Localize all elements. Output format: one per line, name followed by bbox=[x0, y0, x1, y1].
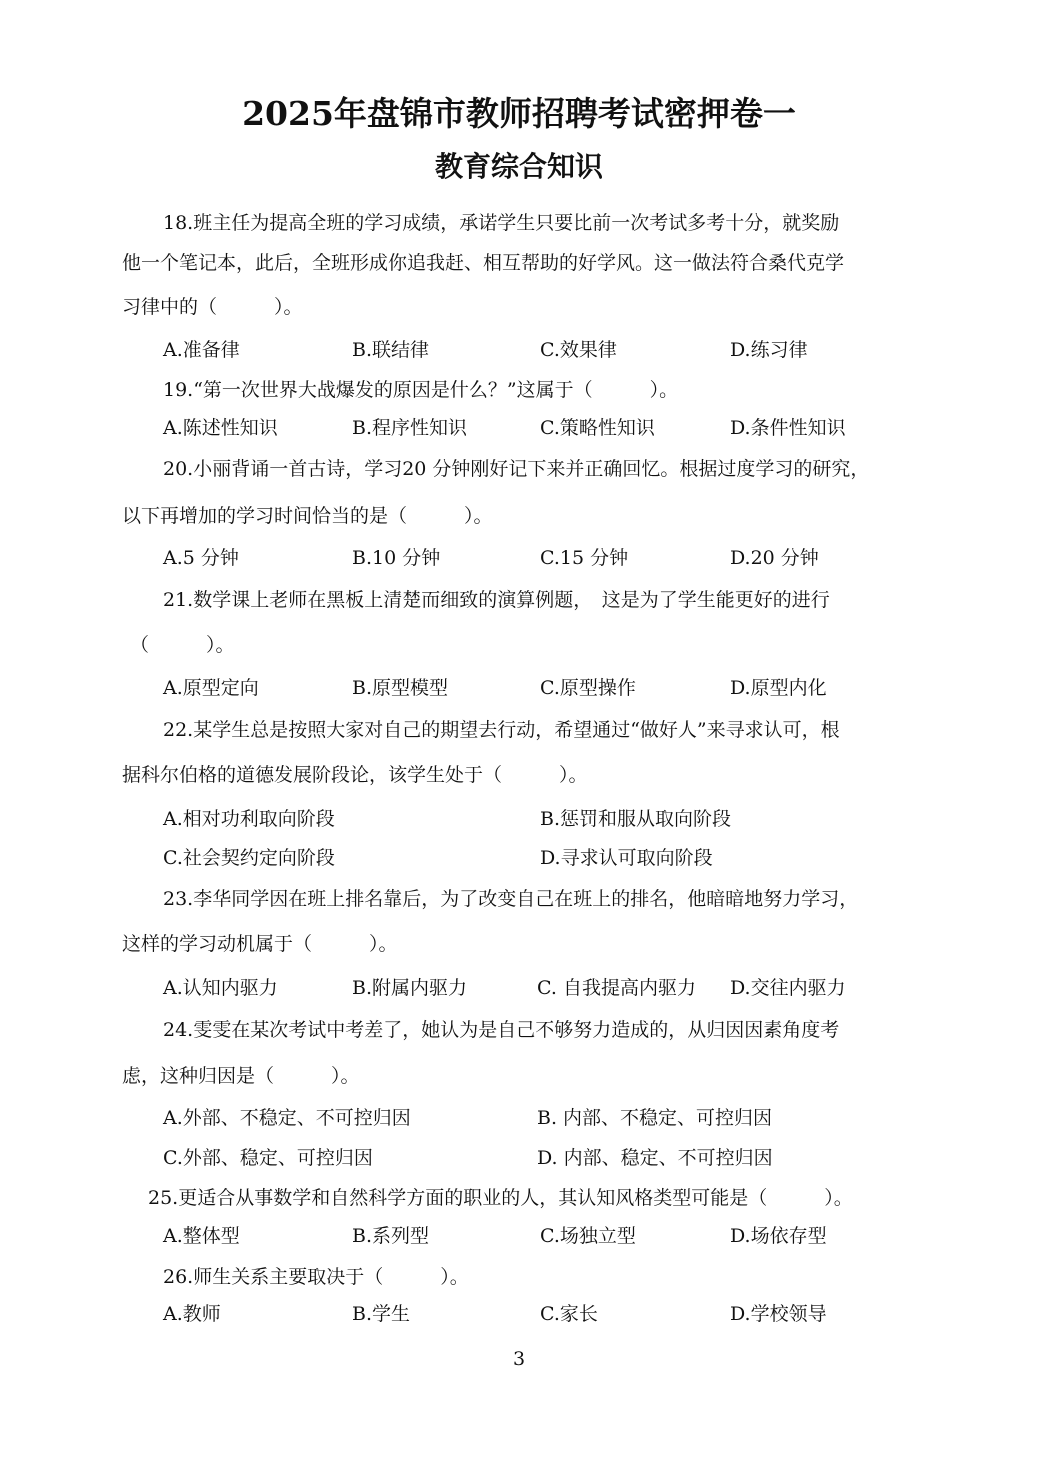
question-23-option-d: D.交往内驱力 bbox=[730, 977, 846, 999]
question-24-option-b: B. 内部、不稳定、可控归因 bbox=[537, 1107, 773, 1129]
question-25-option-d: D.场依存型 bbox=[730, 1225, 827, 1247]
question-18-line-2: 他一个笔记本，此后，全班形成你追我赶、相互帮助的好学风。这一做法符合桑代克学 bbox=[122, 252, 845, 274]
question-19-option-a: A.陈述性知识 bbox=[163, 417, 278, 439]
question-21-option-b: B.原型模型 bbox=[352, 677, 449, 699]
question-20-line-2: 以下再增加的学习时间恰当的是（ ）。 bbox=[122, 505, 493, 527]
question-26-option-a: A.教师 bbox=[163, 1303, 221, 1325]
question-22-option-d: D.寻求认可取向阶段 bbox=[540, 847, 713, 869]
question-18-option-d: D.练习律 bbox=[730, 339, 808, 361]
question-23-line-1: 23.李华同学因在班上排名靠后，为了改变自己在班上的排名，他暗暗地努力学习， bbox=[163, 888, 859, 910]
question-20-option-d: D.20 分钟 bbox=[730, 547, 819, 569]
page-number: 3 bbox=[512, 1348, 526, 1370]
question-24-option-a: A.外部、不稳定、不可控归因 bbox=[163, 1107, 411, 1129]
question-23-option-b: B.附属内驱力 bbox=[352, 977, 468, 999]
question-18-option-a: A.准备律 bbox=[163, 339, 240, 361]
question-24-option-d: D. 内部、稳定、不可控归因 bbox=[537, 1147, 773, 1169]
question-18-option-c: C.效果律 bbox=[540, 339, 617, 361]
question-19-option-c: C.策略性知识 bbox=[540, 417, 655, 439]
question-22-option-a: A.相对功利取向阶段 bbox=[163, 808, 335, 830]
question-25-option-c: C.场独立型 bbox=[540, 1225, 636, 1247]
question-22-option-c: C.社会契约定向阶段 bbox=[163, 847, 335, 869]
question-19-option-d: D.条件性知识 bbox=[730, 417, 846, 439]
question-23-line-2: 这样的学习动机属于（ ）。 bbox=[122, 933, 398, 955]
question-24-line-2: 虑，这种归因是（ ）。 bbox=[122, 1065, 360, 1087]
question-21-line-2: （ ）。 bbox=[130, 634, 235, 656]
question-20-option-b: B.10 分钟 bbox=[352, 547, 441, 569]
question-19-line-1: 19.“第一次世界大战爆发的原因是什么？”这属于（ ）。 bbox=[163, 379, 679, 401]
question-26-line-1: 26.师生关系主要取决于（ ）。 bbox=[163, 1266, 469, 1288]
question-18-line-1: 18.班主任为提高全班的学习成绩，承诺学生只要比前一次考试多考十分，就奖励 bbox=[163, 212, 840, 234]
question-21-option-d: D.原型内化 bbox=[730, 677, 827, 699]
question-24-option-c: C.外部、稳定、可控归因 bbox=[163, 1147, 373, 1169]
question-21-option-c: C.原型操作 bbox=[540, 677, 636, 699]
question-21-line-1: 21.数学课上老师在黑板上清楚而细致的演算例题， 这是为了学生能更好的进行 bbox=[163, 589, 830, 611]
page-title: 2025年盘锦市教师招聘考试密押卷一 bbox=[242, 94, 796, 133]
page-subtitle: 教育综合知识 bbox=[434, 150, 603, 183]
question-25-option-b: B.系列型 bbox=[352, 1225, 430, 1247]
question-23-option-c: C. 自我提高内驱力 bbox=[537, 977, 696, 999]
question-24-line-1: 24.雯雯在某次考试中考差了，她认为是自己不够努力造成的，从归因因素角度考 bbox=[163, 1019, 840, 1041]
question-20-option-a: A.5 分钟 bbox=[163, 547, 239, 569]
question-26-option-d: D.学校领导 bbox=[730, 1303, 827, 1325]
question-25-option-a: A.整体型 bbox=[163, 1225, 240, 1247]
question-20-option-c: C.15 分钟 bbox=[540, 547, 629, 569]
question-21-option-a: A.原型定向 bbox=[163, 677, 259, 699]
question-26-option-b: B.学生 bbox=[352, 1303, 411, 1325]
question-22-line-1: 22.某学生总是按照大家对自己的期望去行动，希望通过“做好人”来寻求认可，根 bbox=[163, 719, 840, 741]
question-22-option-b: B.惩罚和服从取向阶段 bbox=[540, 808, 732, 830]
question-23-option-a: A.认知内驱力 bbox=[163, 977, 278, 999]
question-18-option-b: B.联结律 bbox=[352, 339, 430, 361]
question-25-line-1: 25.更适合从事数学和自然科学方面的职业的人，其认知风格类型可能是（ ）。 bbox=[148, 1187, 853, 1209]
question-20-line-1: 20.小丽背诵一首古诗，学习20 分钟刚好记下来并正确回忆。根据过度学习的研究， bbox=[163, 458, 870, 480]
question-22-line-2: 据科尔伯格的道德发展阶段论，该学生处于（ ）。 bbox=[122, 764, 588, 786]
question-26-option-c: C.家长 bbox=[540, 1303, 598, 1325]
question-19-option-b: B.程序性知识 bbox=[352, 417, 468, 439]
question-18-line-3: 习律中的（ ）。 bbox=[122, 296, 303, 318]
